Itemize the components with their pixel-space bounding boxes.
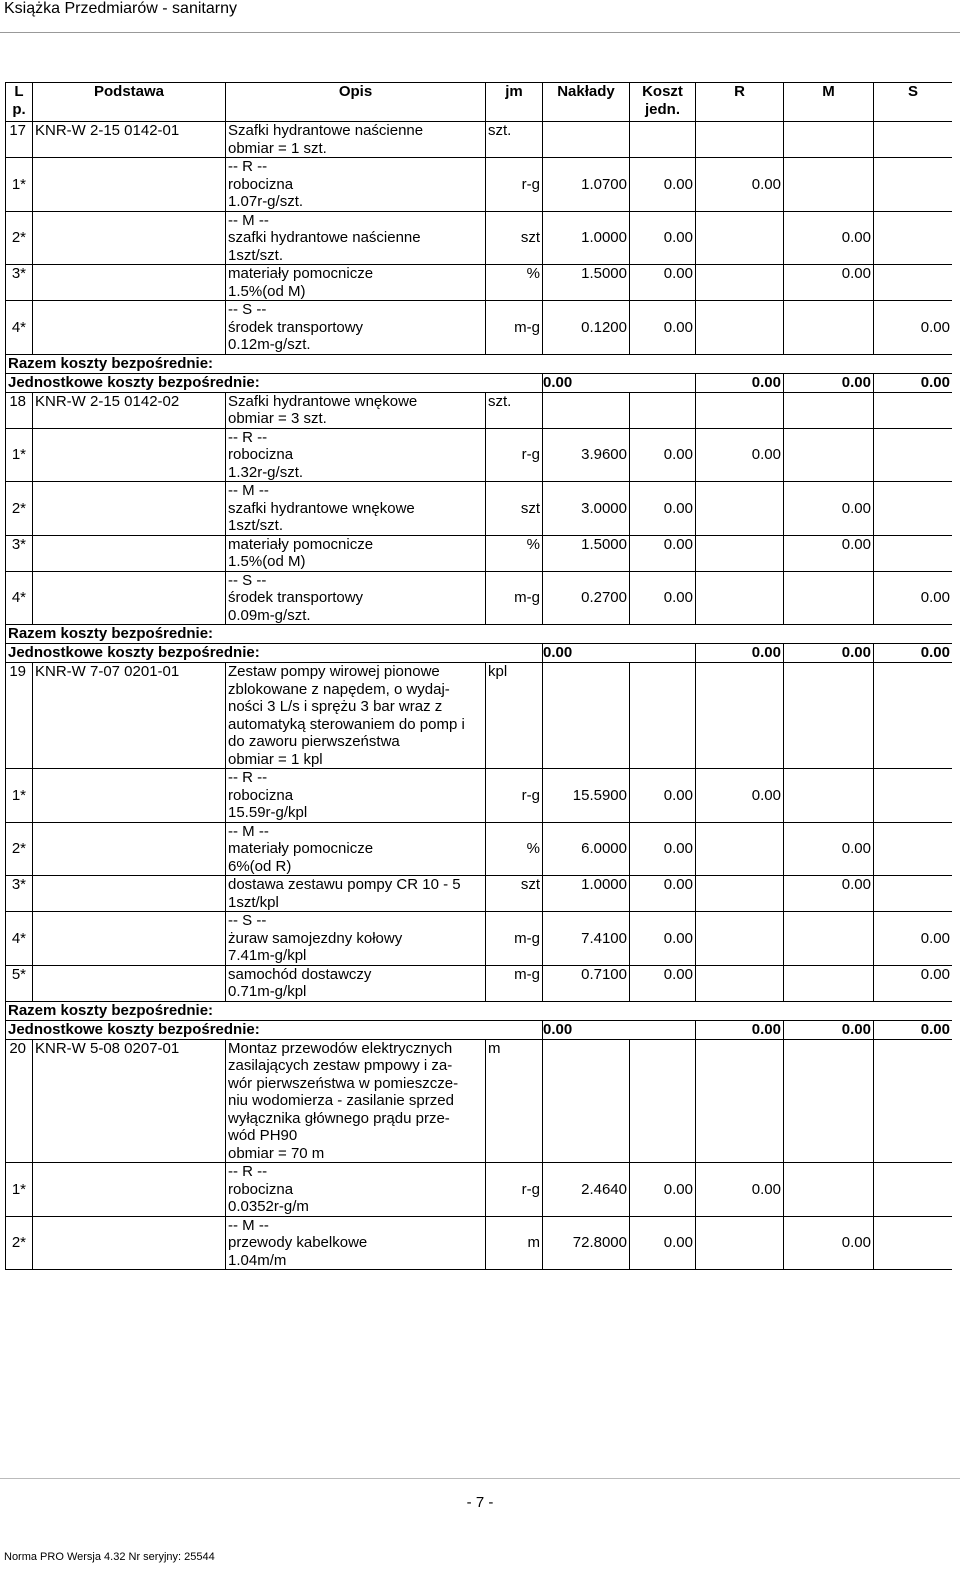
resource-m	[784, 1163, 874, 1217]
resource-basis	[33, 1216, 226, 1270]
resource-unit-cost: 0.00	[630, 822, 696, 876]
resource-number: 3*	[6, 876, 33, 912]
resource-description	[226, 535, 486, 571]
header-m: M	[784, 83, 874, 122]
resource-s	[874, 1216, 953, 1270]
description-line: obmiar = 3 szt.	[228, 410, 327, 427]
position-m	[784, 392, 874, 428]
position-naklady	[543, 122, 630, 158]
position-naklady	[543, 392, 630, 428]
resource-s	[874, 211, 953, 265]
resource-r	[696, 211, 784, 265]
resource-unit: szt	[486, 482, 543, 536]
resource-unit-cost: 0.00	[630, 482, 696, 536]
resource-number: 1*	[6, 158, 33, 212]
resource-quantity: 0.2700	[543, 571, 630, 625]
unit-direct-costs-row	[6, 1020, 953, 1039]
resource-unit-cost: 0.00	[630, 876, 696, 912]
resource-r	[696, 571, 784, 625]
unit-direct-costs-label: Jednostkowe koszty bezpośrednie:	[6, 644, 543, 663]
resource-basis	[33, 769, 226, 823]
description-line: 1szt/kpl	[228, 893, 279, 911]
resource-quantity: 1.5000	[543, 535, 630, 571]
resource-unit-cost: 0.00	[630, 1163, 696, 1217]
resource-unit: m-g	[486, 965, 543, 1001]
resource-unit-cost: 0.00	[630, 265, 696, 301]
position-r	[696, 392, 784, 428]
total-direct-costs-label: Razem koszty bezpośrednie:	[6, 354, 953, 373]
description-line: 0.0352r-g/m	[228, 1198, 309, 1215]
resource-r	[696, 822, 784, 876]
resource-m: 0.00	[784, 482, 874, 536]
resource-unit: r-g	[486, 1163, 543, 1217]
resource-unit-cost: 0.00	[630, 571, 696, 625]
description-line: szafki hydrantowe wnękowe	[228, 499, 415, 517]
resource-row	[6, 265, 953, 301]
resource-unit-cost: 0.00	[630, 965, 696, 1001]
resource-s: 0.00	[874, 912, 953, 966]
description-line: 6%(od R)	[228, 857, 292, 875]
resource-unit-cost: 0.00	[630, 301, 696, 355]
position-s	[874, 1039, 953, 1163]
resource-row	[6, 571, 953, 625]
resource-quantity: 2.4640	[543, 1163, 630, 1217]
resource-description	[226, 428, 486, 482]
resource-r: 0.00	[696, 769, 784, 823]
resource-m: 0.00	[784, 535, 874, 571]
unit-cost-s: 0.00	[874, 1020, 953, 1039]
description-line: Montaz przewodów elektrycznych	[228, 1039, 453, 1057]
resource-r: 0.00	[696, 158, 784, 212]
position-number: 17	[6, 122, 33, 158]
position-description	[226, 663, 486, 769]
unit-cost-r: 0.00	[696, 644, 784, 663]
resource-description	[226, 301, 486, 355]
resource-unit: szt	[486, 876, 543, 912]
description-line: ności 3 L/s i sprężu 3 bar wraz z	[228, 698, 443, 715]
resource-unit-cost: 0.00	[630, 1216, 696, 1270]
resource-unit: m-g	[486, 301, 543, 355]
resource-m	[784, 571, 874, 625]
resource-description	[226, 912, 486, 966]
resource-s	[874, 158, 953, 212]
resource-group-label: -- M --	[228, 1216, 269, 1234]
position-r	[696, 122, 784, 158]
resource-quantity: 1.0700	[543, 158, 630, 212]
unit-direct-costs-label: Jednostkowe koszty bezpośrednie:	[6, 1020, 543, 1039]
resource-number: 2*	[6, 822, 33, 876]
resource-row	[6, 158, 953, 212]
unit-cost-s: 0.00	[874, 644, 953, 663]
resource-basis	[33, 482, 226, 536]
resource-s	[874, 822, 953, 876]
resource-basis	[33, 822, 226, 876]
resource-row	[6, 211, 953, 265]
resource-description	[226, 965, 486, 1001]
description-line: obmiar = 1 kpl	[228, 750, 323, 768]
description-line: materiały pomocnicze	[228, 840, 374, 857]
resource-row	[6, 482, 953, 536]
position-m	[784, 1039, 874, 1163]
resource-group-label: -- S --	[228, 301, 267, 318]
description-line: 0.71m-g/kpl	[228, 983, 307, 1000]
position-koszt	[630, 1039, 696, 1163]
resource-quantity: 6.0000	[543, 822, 630, 876]
unit-cost-s: 0.00	[874, 373, 953, 392]
resource-basis	[33, 535, 226, 571]
description-line: wór pierwszeństwa w pomieszcze-	[228, 1074, 459, 1092]
position-row	[6, 392, 953, 428]
resource-quantity: 15.5900	[543, 769, 630, 823]
resource-unit-cost: 0.00	[630, 428, 696, 482]
position-description	[226, 1039, 486, 1163]
description-line: przewody kabelkowe	[228, 1234, 368, 1251]
resource-unit-cost: 0.00	[630, 211, 696, 265]
resource-quantity: 1.5000	[543, 265, 630, 301]
resource-r	[696, 912, 784, 966]
resource-number: 3*	[6, 535, 33, 571]
position-s	[874, 122, 953, 158]
description-line: wód PH90	[228, 1127, 298, 1144]
header-podstawa: Podstawa	[33, 83, 226, 122]
resource-row	[6, 822, 953, 876]
resource-basis	[33, 158, 226, 212]
page-divider	[0, 1478, 960, 1479]
resource-r	[696, 876, 784, 912]
position-m	[784, 663, 874, 769]
resource-number: 2*	[6, 482, 33, 536]
unit-cost-total: 0.00	[543, 373, 696, 392]
resource-unit: r-g	[486, 428, 543, 482]
resource-s	[874, 535, 953, 571]
resource-s: 0.00	[874, 301, 953, 355]
description-line: materiały pomocnicze	[228, 535, 374, 553]
resource-quantity: 0.1200	[543, 301, 630, 355]
resource-r: 0.00	[696, 428, 784, 482]
description-line: 1.5%(od M)	[228, 282, 306, 300]
unit-cost-r: 0.00	[696, 1020, 784, 1039]
resource-unit: r-g	[486, 158, 543, 212]
description-line: niu wodomierza - zasilanie sprzed	[228, 1092, 454, 1109]
description-line: Szafki hydrantowe wnękowe	[228, 392, 418, 410]
position-number: 18	[6, 392, 33, 428]
position-row	[6, 663, 953, 769]
description-line: materiały pomocnicze	[228, 265, 374, 282]
description-line: Zestaw pompy wirowej pionowe	[228, 663, 440, 680]
position-unit: kpl	[486, 663, 543, 769]
page-number: - 7 -	[466, 1494, 494, 1511]
position-row	[6, 1039, 953, 1163]
description-line: 1szt/szt.	[228, 246, 284, 264]
position-number: 19	[6, 663, 33, 769]
resource-description	[226, 482, 486, 536]
resource-number: 4*	[6, 301, 33, 355]
cost-estimate-table	[5, 82, 952, 1270]
resource-quantity: 3.0000	[543, 482, 630, 536]
description-line: do zaworu pierwszeństwa	[228, 733, 400, 750]
resource-group-label: -- S --	[228, 571, 267, 589]
description-line: obmiar = 70 m	[228, 1144, 325, 1162]
resource-basis	[33, 428, 226, 482]
resource-description	[226, 1163, 486, 1217]
resource-number: 4*	[6, 571, 33, 625]
resource-number: 1*	[6, 428, 33, 482]
description-line: zasilających zestaw pmpowy i za-	[228, 1057, 453, 1074]
unit-cost-m: 0.00	[784, 644, 874, 663]
total-direct-costs-label: Razem koszty bezpośrednie:	[6, 625, 953, 644]
description-line: żuraw samojezdny kołowy	[228, 929, 403, 947]
resource-basis	[33, 301, 226, 355]
unit-cost-total: 0.00	[543, 1020, 696, 1039]
description-line: 0.12m-g/szt.	[228, 336, 311, 353]
resource-m	[784, 769, 874, 823]
position-basis: KNR-W 2-15 0142-02	[33, 392, 226, 428]
position-description	[226, 122, 486, 158]
description-line: 0.09m-g/szt.	[228, 606, 311, 624]
header-lp: L p.	[6, 83, 33, 122]
description-line: zblokowane z napędem, o wydaj-	[228, 680, 450, 698]
resource-number: 3*	[6, 265, 33, 301]
description-line: wyłącznika głównego prądu prze-	[228, 1109, 450, 1127]
resource-unit: szt	[486, 211, 543, 265]
resource-description	[226, 158, 486, 212]
resource-description	[226, 265, 486, 301]
unit-direct-costs-row	[6, 373, 953, 392]
table-header-row	[6, 83, 953, 122]
description-line: dostawa zestawu pompy CR 10 - 5	[228, 876, 461, 893]
resource-basis	[33, 265, 226, 301]
description-line: 1szt/szt.	[228, 517, 284, 534]
resource-s	[874, 482, 953, 536]
resource-description	[226, 571, 486, 625]
total-direct-costs-row	[6, 625, 953, 644]
header-jm: jm	[486, 83, 543, 122]
resource-description	[226, 211, 486, 265]
resource-s	[874, 876, 953, 912]
resource-unit-cost: 0.00	[630, 769, 696, 823]
resource-row	[6, 1163, 953, 1217]
description-line: 1.5%(od M)	[228, 553, 306, 570]
resource-basis	[33, 211, 226, 265]
total-direct-costs-label: Razem koszty bezpośrednie:	[6, 1001, 953, 1020]
resource-unit: %	[486, 265, 543, 301]
resource-basis	[33, 876, 226, 912]
resource-unit: %	[486, 822, 543, 876]
description-line: 1.32r-g/szt.	[228, 463, 304, 481]
resource-row	[6, 876, 953, 912]
resource-m: 0.00	[784, 265, 874, 301]
description-line: robocizna	[228, 446, 294, 463]
resource-s	[874, 428, 953, 482]
position-unit: m	[486, 1039, 543, 1163]
resource-r	[696, 265, 784, 301]
resource-m	[784, 301, 874, 355]
unit-cost-r: 0.00	[696, 373, 784, 392]
resource-number: 1*	[6, 769, 33, 823]
resource-description	[226, 822, 486, 876]
unit-direct-costs-label: Jednostkowe koszty bezpośrednie:	[6, 373, 543, 392]
resource-group-label: -- R --	[228, 1163, 268, 1180]
resource-r	[696, 482, 784, 536]
position-r	[696, 663, 784, 769]
resource-r	[696, 535, 784, 571]
description-line: robocizna	[228, 786, 294, 804]
position-row	[6, 122, 953, 158]
resource-quantity: 0.7100	[543, 965, 630, 1001]
resource-row	[6, 769, 953, 823]
header-s: S	[874, 83, 953, 122]
description-line: środek transportowy	[228, 318, 364, 336]
resource-unit: m	[486, 1216, 543, 1270]
document-title: Książka Przedmiarów - sanitarny	[4, 0, 237, 17]
resource-m	[784, 428, 874, 482]
header-r: R	[696, 83, 784, 122]
description-line: Szafki hydrantowe naścienne	[228, 122, 424, 139]
resource-m	[784, 965, 874, 1001]
description-line: 1.04m/m	[228, 1251, 287, 1269]
resource-group-label: -- R --	[228, 428, 268, 446]
resource-s	[874, 1163, 953, 1217]
resource-unit: r-g	[486, 769, 543, 823]
description-line: 1.07r-g/szt.	[228, 193, 304, 210]
position-basis: KNR-W 5-08 0207-01	[33, 1039, 226, 1163]
unit-cost-m: 0.00	[784, 373, 874, 392]
description-line: robocizna	[228, 1180, 294, 1198]
resource-quantity: 7.4100	[543, 912, 630, 966]
resource-unit-cost: 0.00	[630, 535, 696, 571]
position-r	[696, 1039, 784, 1163]
resource-unit: m-g	[486, 571, 543, 625]
description-line: 7.41m-g/kpl	[228, 947, 307, 964]
position-number: 20	[6, 1039, 33, 1163]
header-koszt: Koszt jedn.	[630, 83, 696, 122]
resource-number: 2*	[6, 211, 33, 265]
resource-quantity: 1.0000	[543, 876, 630, 912]
resource-r	[696, 965, 784, 1001]
description-line: automatyką sterowaniem do pomp i	[228, 715, 465, 733]
position-naklady	[543, 1039, 630, 1163]
position-unit: szt.	[486, 392, 543, 428]
resource-number: 5*	[6, 965, 33, 1001]
resource-unit: %	[486, 535, 543, 571]
description-line: 15.59r-g/kpl	[228, 804, 308, 821]
cost-table-wrapper	[5, 82, 952, 1452]
resource-group-label: -- M --	[228, 482, 269, 499]
unit-cost-total: 0.00	[543, 644, 696, 663]
resource-number: 2*	[6, 1216, 33, 1270]
description-line: robocizna	[228, 175, 294, 193]
resource-s	[874, 265, 953, 301]
total-direct-costs-row	[6, 354, 953, 373]
resource-m	[784, 912, 874, 966]
resource-group-label: -- S --	[228, 912, 267, 929]
description-line: środek transportowy	[228, 589, 364, 606]
resource-number: 4*	[6, 912, 33, 966]
position-koszt	[630, 392, 696, 428]
resource-quantity: 1.0000	[543, 211, 630, 265]
position-basis: KNR-W 2-15 0142-01	[33, 122, 226, 158]
resource-description	[226, 876, 486, 912]
resource-s: 0.00	[874, 965, 953, 1001]
resource-basis	[33, 1163, 226, 1217]
position-unit: szt.	[486, 122, 543, 158]
resource-row	[6, 428, 953, 482]
position-naklady	[543, 663, 630, 769]
description-line: szafki hydrantowe naścienne	[228, 229, 421, 246]
title-divider	[0, 32, 960, 33]
resource-unit-cost: 0.00	[630, 158, 696, 212]
description-line: samochód dostawczy	[228, 965, 372, 983]
resource-group-label: -- R --	[228, 769, 268, 786]
resource-unit-cost: 0.00	[630, 912, 696, 966]
position-m	[784, 122, 874, 158]
resource-row	[6, 965, 953, 1001]
resource-group-label: -- M --	[228, 211, 269, 229]
resource-number: 1*	[6, 1163, 33, 1217]
resource-row	[6, 912, 953, 966]
position-koszt	[630, 663, 696, 769]
total-direct-costs-row	[6, 1001, 953, 1020]
resource-basis	[33, 571, 226, 625]
unit-cost-m: 0.00	[784, 1020, 874, 1039]
position-s	[874, 392, 953, 428]
header-naklady: Nakłady	[543, 83, 630, 122]
unit-direct-costs-row	[6, 644, 953, 663]
resource-row	[6, 535, 953, 571]
resource-description	[226, 769, 486, 823]
position-koszt	[630, 122, 696, 158]
resource-s	[874, 769, 953, 823]
resource-row	[6, 1216, 953, 1270]
resource-unit: m-g	[486, 912, 543, 966]
resource-group-label: -- R --	[228, 158, 268, 175]
resource-m	[784, 158, 874, 212]
resource-quantity: 3.9600	[543, 428, 630, 482]
resource-description	[226, 1216, 486, 1270]
resource-quantity: 72.8000	[543, 1216, 630, 1270]
position-s	[874, 663, 953, 769]
resource-r: 0.00	[696, 1163, 784, 1217]
header-opis: Opis	[226, 83, 486, 122]
resource-s: 0.00	[874, 571, 953, 625]
resource-basis	[33, 965, 226, 1001]
resource-m: 0.00	[784, 822, 874, 876]
position-basis: KNR-W 7-07 0201-01	[33, 663, 226, 769]
resource-m: 0.00	[784, 211, 874, 265]
resource-m: 0.00	[784, 876, 874, 912]
description-line: obmiar = 1 szt.	[228, 139, 327, 157]
resource-r	[696, 1216, 784, 1270]
resource-group-label: -- M --	[228, 822, 269, 840]
resource-m: 0.00	[784, 1216, 874, 1270]
resource-r	[696, 301, 784, 355]
resource-basis	[33, 912, 226, 966]
resource-row	[6, 301, 953, 355]
footer-text: Norma PRO Wersja 4.32 Nr seryjny: 25544	[4, 1551, 215, 1563]
position-description	[226, 392, 486, 428]
